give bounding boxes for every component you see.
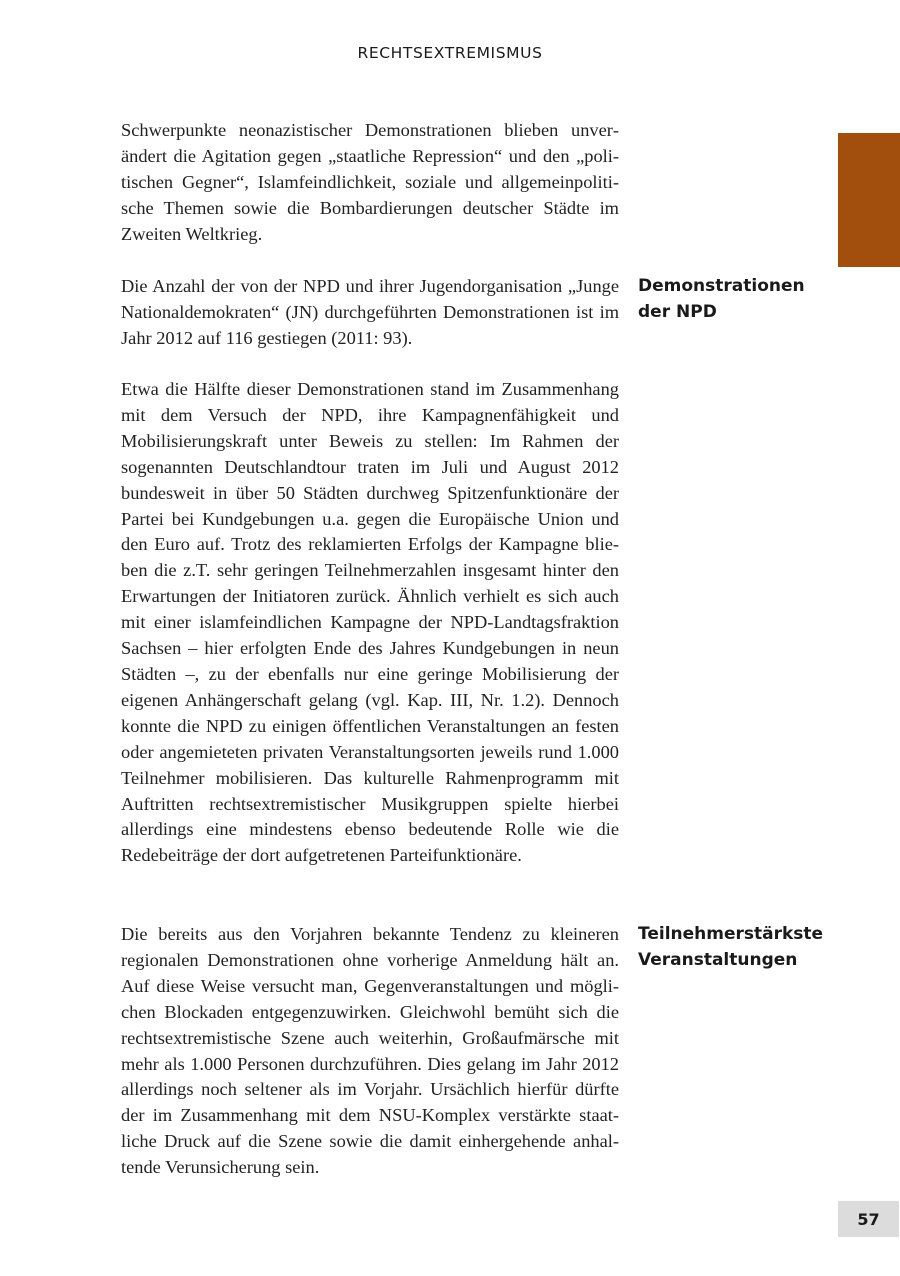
margin-note-line: der NPD [638, 301, 717, 322]
running-header: RECHTSEXTREMISMUS [357, 44, 543, 62]
paragraph-2: Die Anzahl der von der NPD und ihrer Jugendorganisation „Junge Nationaldemokraten“ (JN) durchgeführten Demonstrationen ist im Jahr 2012 auf 116 gestiegen (2011: 93). [121, 276, 619, 348]
margin-note-demonstrationen-npd [638, 274, 838, 326]
paragraph-1: Schwerpunkte neonazistischer Demonstrationen blieben unverändert die Agitation gegen „staatliche Repression“ und den „politischen Gegner“, Islamfeindlichkeit, soziale und allgemeinpolitische Themen sowie die Bombardierungen deutscher Städte im Zweiten Weltkrieg. [121, 120, 619, 244]
margin-note-teilnehmerstaerkste [638, 922, 838, 974]
paragraph-3: Etwa die Hälfte dieser Demonstrationen stand im Zusammenhang mit dem Versuch der NPD, ihre Kampagnenfähigkeit und Mobilisierungskraft unter Beweis zu stellen: Im Rahmen der sogenannten Deutschlandtour traten im Juli und August 2012 bundesweit in über 50 Städten durchweg Spitzenfunktionäre der Partei bei Kundgebungen u.a. gegen die Europäische Union und den Euro auf. Trotz des reklamierten Erfolgs der Kampagne blieben die z.T. sehr geringen Teilnehmerzahlen insgesamt hinter den Erwartungen der Initiatoren zurück. Ähnlich verhielt es sich auch mit einer islamfeindlichen Kampagne der NPD-Landtagsfraktion Sachsen – hier erfolgten Ende des Jahres Kundgebungen in neun Städten –, zu der ebenfalls nur eine geringe Mobilisierung der eigenen Anhängerschaft gelang (vgl. Kap. III, Nr. 1.2). Dennoch konnte die NPD zu einigen öffentlichen Veranstaltungen an festen oder angemieteten privaten Veranstaltungsorten jeweils rund 1.000 Teilnehmer mobilisieren. Das kulturelle Rahmenprogramm mit Auftritten rechtsextremistischer Musikgruppen spielte hierbei allerdings eine mindestens ebenso bedeutende Rolle wie die Redebeiträge der dort aufgetretenen Parteifunktionäre. [121, 379, 619, 866]
chapter-color-tab [838, 133, 900, 267]
margin-note-line: Demonstrationen [638, 276, 805, 296]
margin-note-line: Teilnehmerstärkste [638, 924, 824, 944]
margin-note-line: Veranstaltungen [638, 949, 798, 970]
page-number: 57 [838, 1201, 899, 1237]
paragraph-4: Die bereits aus den Vorjahren bekannte Tendenz zu kleineren regionalen Demonstrationen ohne vorherige Anmeldung hält an. Auf diese Weise versucht man, Gegenveranstaltungen und möglichen Blockaden entgegenzuwirken. Gleichwohl bemüht sich die rechtsextremistische Szene auch weiterhin, Großaufmärsche mit mehr als 1.000 Personen durchzuführen. Dies gelang im Jahr 2012 allerdings noch seltener als im Vorjahr. Ursächlich hierfür dürfte der im Zusammenhang mit dem NSU-Komplex verstärkte staatliche Druck auf die Szene sowie die damit einhergehende anhaltende Verunsicherung sein. [121, 924, 619, 1178]
